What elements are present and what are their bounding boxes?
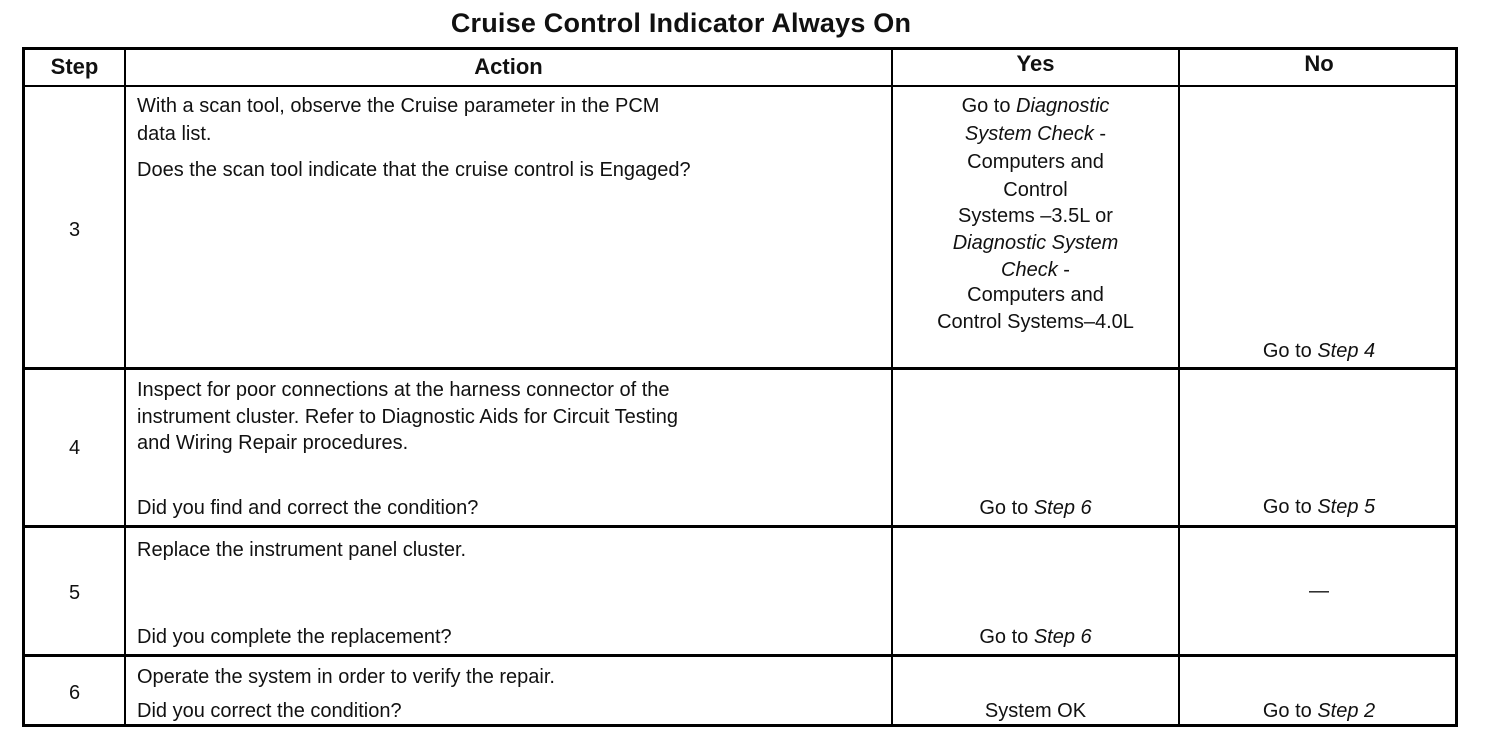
no-text: Go to Step 2 [1262,700,1376,722]
column-divider [124,50,126,724]
yes-text: Control Systems–4.0L [937,311,1134,333]
yes-text: Go to Diagnostic [961,95,1110,117]
no-text: Go to Step 4 [1262,340,1376,362]
step-number: 5 [68,582,81,604]
action-text: With a scan tool, observe the Cruise parameter in the PCM [137,95,660,117]
step-number: 3 [68,219,81,241]
header-yes: Yes [1016,51,1055,76]
step-link[interactable]: Step 4 [1317,340,1376,362]
step-link[interactable]: Step 5 [1317,496,1376,518]
header-no: No [1304,51,1334,76]
action-text: Inspect for poor connections at the harness connector of the [137,379,670,401]
cross-reference-link[interactable]: Diagnostic [1016,95,1110,117]
cross-reference-link[interactable]: Check [1001,259,1058,281]
step-number: 4 [68,437,81,459]
yes-text: Control [1003,179,1068,201]
action-text: data list. [137,123,212,145]
action-text: Operate the system in order to verify the repair. [137,666,555,688]
cross-reference-link[interactable]: System Check [964,123,1094,145]
yes-text: System Check - [964,123,1107,145]
step-link[interactable]: Step 6 [1033,497,1092,519]
cross-reference-link[interactable]: Diagnostic System [952,232,1119,254]
action-question: Did you find and correct the condition? [137,497,479,519]
step-link[interactable]: Step 2 [1317,700,1376,722]
row-divider [25,654,1455,657]
step-link[interactable]: Step 6 [1033,626,1092,648]
yes-text [893,230,1178,256]
yes-text: System OK [984,700,1087,722]
column-divider [1178,50,1180,724]
yes-text: Computers and [967,151,1104,173]
step-number: 6 [68,682,81,704]
action-question: Did you complete the replacement? [137,626,452,648]
action-question: Did you correct the condition? [137,700,402,722]
yes-text: Systems –3.5L or [958,205,1113,227]
row-divider [25,367,1455,370]
diagnostic-table [22,47,1458,727]
no-text: Go to Step 5 [1262,496,1376,518]
yes-text: Check - [1001,259,1070,281]
action-text: and Wiring Repair procedures. [137,432,409,454]
action-text: Replace the instrument panel cluster. [137,539,467,561]
header-divider [25,85,1455,87]
page-title: Cruise Control Indicator Always On [450,8,912,38]
header-action: Action [474,54,543,79]
header-step: Step [50,54,99,79]
yes-text: Go to Step 6 [979,626,1092,648]
action-question: Does the scan tool indicate that the cruise control is Engaged? [137,159,691,181]
action-text: instrument cluster. Refer to Diagnostic Aids for Circuit Testing [137,406,678,428]
no-text: — [1309,580,1329,602]
yes-text: Go to Step 6 [979,497,1092,519]
row-divider [25,525,1455,528]
yes-text: Computers and [967,284,1104,306]
